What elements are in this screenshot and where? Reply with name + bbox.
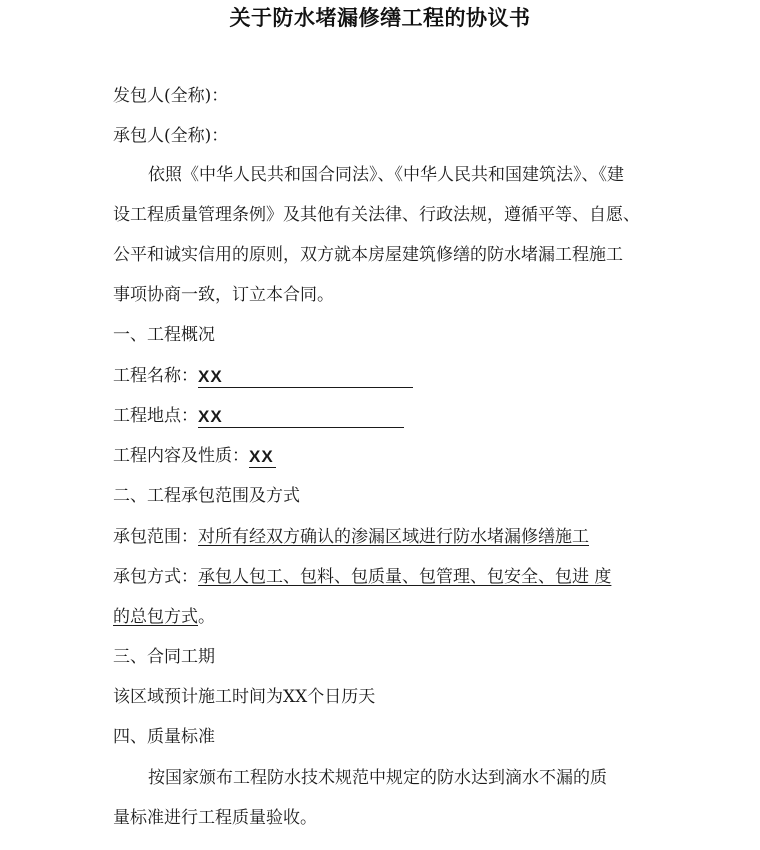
duration-text: 该区域预计施工时间为XX个日历天: [113, 687, 376, 707]
preamble-line-3: 公平和诚实信用的原则，双方就本房屋建筑修缮的防水堵漏工程施工: [113, 245, 623, 265]
section-1-heading: 一、工程概况: [113, 325, 215, 345]
project-name-value: XX: [198, 367, 223, 386]
project-name-row: [113, 364, 413, 388]
mode-row: [113, 565, 611, 589]
preamble-line-1: 依照《中华人民共和国合同法》、《中华人民共和国建筑法》、《建: [148, 165, 624, 185]
employer-label: 发包人(全称)：: [113, 86, 229, 106]
mode-end-punct: 。: [198, 607, 215, 627]
mode-row-continued: [113, 605, 215, 629]
quality-text-line-1: 按国家颁布工程防水技术规范中规定的防水达到滴水不漏的质: [148, 768, 607, 788]
project-location-value: XX: [198, 407, 223, 426]
project-location-label: 工程地点：: [113, 406, 198, 426]
section-4-heading: 四、质量标准: [113, 727, 215, 747]
mode-label: 承包方式：: [113, 567, 198, 587]
section-3-heading: 三、合同工期: [113, 647, 215, 667]
section-2-heading: 二、工程承包范围及方式: [113, 486, 300, 506]
scope-value: 对所有经双方确认的渗漏区域进行防水堵漏修缮施工: [198, 527, 589, 547]
contractor-label: 承包人(全称)：: [113, 126, 229, 146]
document-title: 关于防水堵漏修缮工程的协议书: [229, 6, 531, 30]
project-location-field: [198, 405, 404, 428]
project-location-row: [113, 404, 404, 428]
scope-label: 承包范围：: [113, 527, 198, 547]
project-name-field: [198, 365, 413, 388]
preamble-line-2: 设工程质量管理条例》及其他有关法律、行政法规，遵循平等、自愿、: [113, 205, 640, 225]
project-content-value: XX: [249, 447, 274, 466]
project-content-field: [249, 445, 276, 468]
project-content-label: 工程内容及性质：: [113, 446, 249, 466]
scope-row: [113, 525, 589, 549]
mode-value-line-1: 承包人包工、包料、包质量、包管理、包安全、包进 度: [198, 567, 612, 587]
mode-value-line-2: 的总包方式: [113, 607, 198, 627]
quality-text-line-2: 量标准进行工程质量验收。: [113, 808, 317, 828]
project-content-row: [113, 444, 276, 468]
project-name-label: 工程名称：: [113, 366, 198, 386]
preamble-line-4: 事项协商一致，订立本合同。: [113, 285, 334, 305]
